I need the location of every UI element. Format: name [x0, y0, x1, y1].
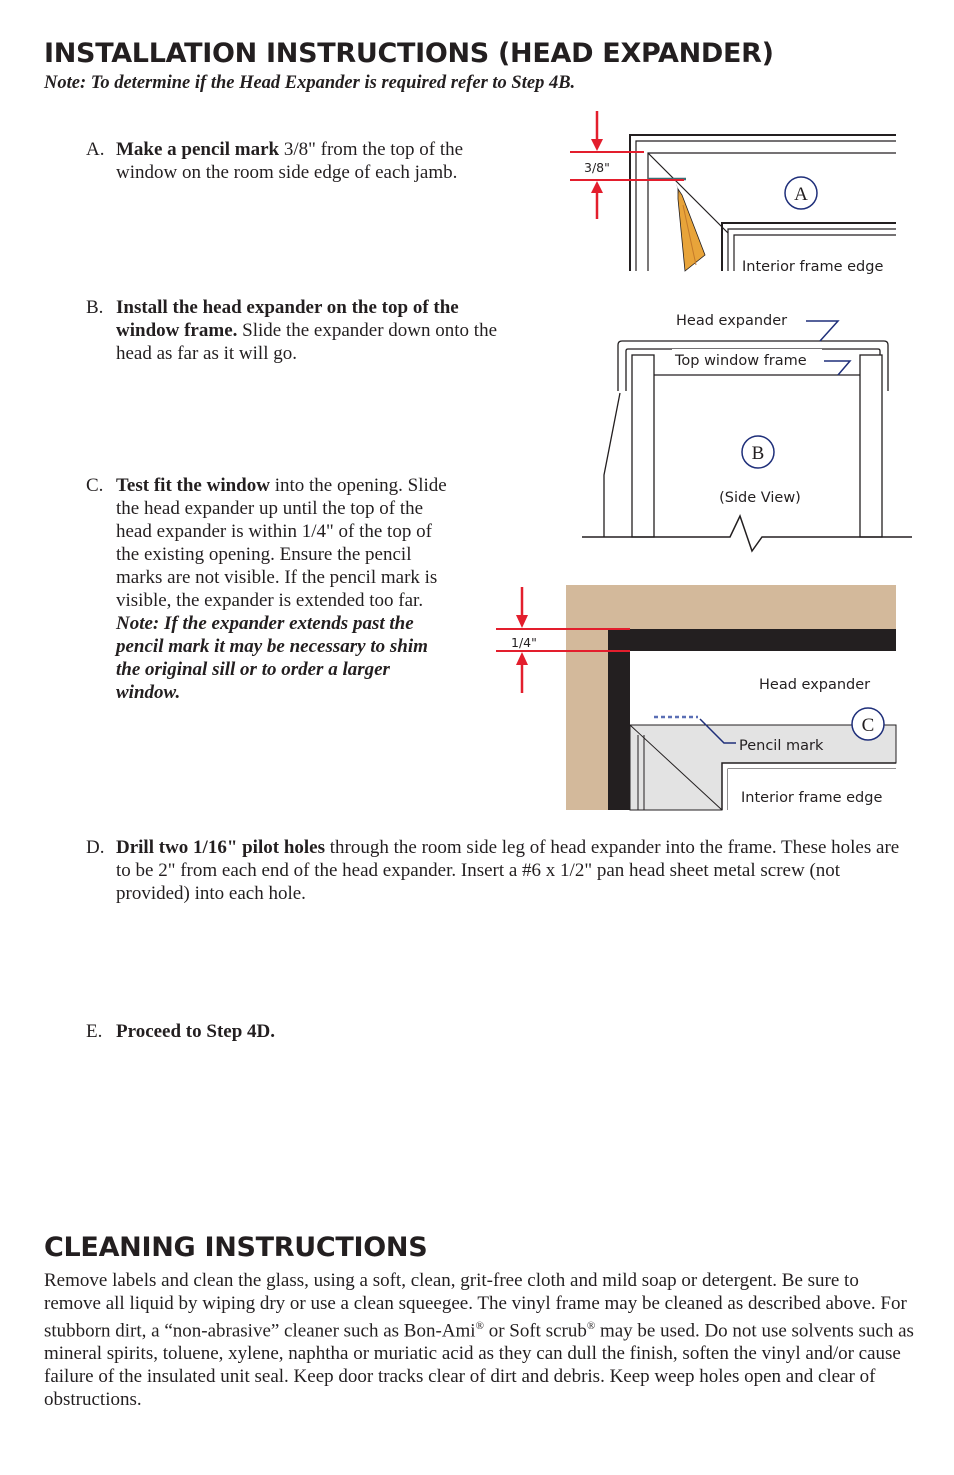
cleaning-text-2: or Soft scrub [483, 1320, 587, 1342]
install-heading: INSTALLATION INSTRUCTIONS (HEAD EXPANDER) [44, 38, 774, 69]
step-letter: A. [86, 139, 105, 160]
step-bold: Test fit the window [116, 475, 270, 496]
step-note: Note: If the expander extends past the pencil mark it may be necessary to shim the original sill or to order a larger window. [116, 613, 428, 703]
top-window-frame-label: Top window frame [675, 353, 807, 369]
head-expander-label: Head expander [676, 313, 788, 329]
figure-c-test-fit [492, 585, 897, 811]
step-letter: E. [86, 1021, 103, 1042]
step-bold: Drill two 1/16" pilot holes [116, 837, 325, 858]
cleaning-text-3: may be used. Do not use solvents such as mineral spirits, toluene, xylene, naphtha or muriatic acid as they can dull the finish, soften the vinyl and/or cause failure of the insulated unit seal. Keep door tracks clear of dirt and debris. Keep weep holes open and clear of obstructions. [44, 1320, 914, 1411]
step-bold: Proceed to Step 4D. [116, 1021, 276, 1042]
frame-edge-label: Interior frame edge [742, 259, 884, 275]
step-letter: D. [86, 837, 105, 858]
step-text: 3/8" from the top of the window on the room side edge of each jamb. [116, 139, 464, 183]
figure-a-pencil-mark [560, 105, 905, 275]
step-letter: C. [86, 475, 104, 496]
pencil-mark-label: Pencil mark [739, 738, 824, 754]
frame-edge-label: Interior frame edge [741, 790, 883, 806]
side-view-label: (Side View) [719, 490, 801, 506]
registered-mark: ® [475, 1320, 484, 1332]
cleaning-heading: CLEANING INSTRUCTIONS [44, 1232, 428, 1263]
head-expander-label: Head expander [759, 677, 871, 693]
figure-b-side-view [580, 305, 915, 560]
cleaning-paragraph [44, 1269, 914, 1411]
step-bold: Install the head expander on the top of the window frame. [116, 297, 459, 341]
figure-letter: C [861, 715, 875, 736]
cleaning-text-1: Remove labels and clean the glass, using a soft, clean, grit-free cloth and mild soap or detergent. Be sure to remove all liquid by wiping dry or use a clean squeegee. The vinyl frame may be cleaned as described above. For stubborn dirt, a “non-abrasive” cleaner such as Bon-Ami [44, 1270, 907, 1342]
step-text: through the room side leg of head expander into the frame. These holes are to be 2" from each end of the head expander. Insert a #6 x 1/2" pan head sheet metal screw (not provided) into each hole. [116, 837, 900, 904]
step-letter: B. [86, 297, 104, 318]
figure-letter: A [794, 184, 808, 205]
figure-letter: B [751, 443, 765, 464]
step-text: Slide the expander down onto the head as far as it will go. [116, 320, 497, 364]
step-text: into the opening. Slide the head expander up until the top of the head expander is within 1/4" of the top of the existing opening. Ensure the pencil marks are not visible. If the pencil mark is visible, the expander is extended too far. [116, 475, 447, 611]
dimension-label: 3/8" [584, 160, 610, 175]
dimension-label: 1/4" [511, 635, 537, 650]
registered-mark: ® [586, 1320, 596, 1332]
install-note: Note: To determine if the Head Expander is required refer to Step 4B. [44, 73, 576, 93]
step-bold: Make a pencil mark [116, 139, 280, 160]
